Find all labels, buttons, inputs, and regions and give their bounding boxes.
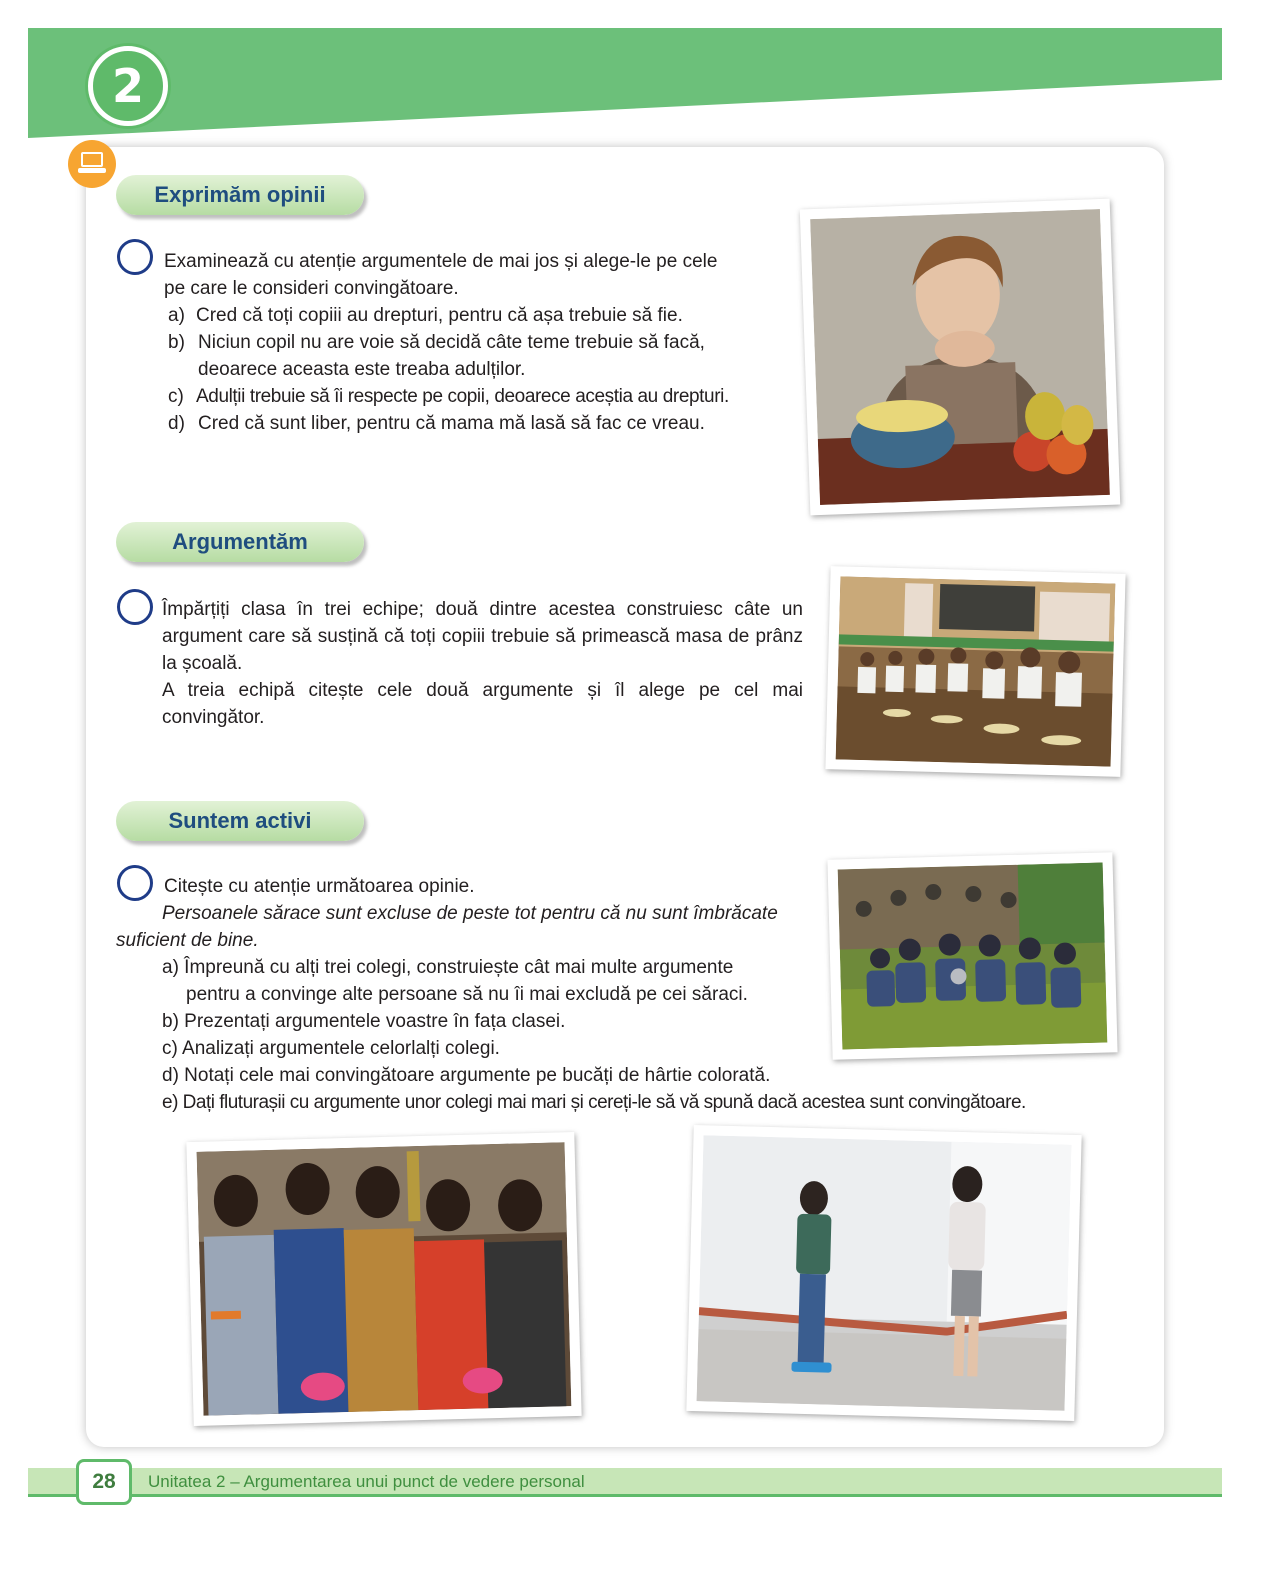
s2-paragraph-1: Împărțiți clasa în trei echipe; două dintre acestea construiesc câte un argument care să susțină că toți copiii trebuie să primească masa de prânz la școală. bbox=[162, 599, 803, 674]
s1-item-d-text: Cred că sunt liber, pentru că mama mă lasă să fac ce vreau. bbox=[198, 413, 705, 434]
s1-item-c-letter: c) bbox=[168, 386, 184, 407]
s3-quote-line-2: suficient de bine. bbox=[116, 930, 259, 951]
unit-number-badge: 2 bbox=[88, 46, 168, 126]
section-title-suntem-activi: Suntem activi bbox=[116, 801, 364, 841]
section-title-argumentam: Argumentăm bbox=[116, 522, 364, 562]
photo-children-outdoors bbox=[827, 852, 1117, 1059]
s1-item-d-letter: d) bbox=[168, 413, 185, 434]
s1-item-a-text: Cred că toți copiii au drepturi, pentru că așa trebuie să fie. bbox=[196, 305, 683, 326]
s2-paragraph-2: A treia echipă citește cele două argumente și îl alege pe cel mai convingător. bbox=[162, 680, 803, 728]
footer-unit-title: Unitatea 2 – Argumentarea unui punct de vedere personal bbox=[148, 1472, 585, 1491]
s3-item-e: e) Dați fluturașii cu argumente unor colegi mai mari și cereți-le să vă spună dacă acestea sunt convingătoare. bbox=[162, 1092, 1026, 1113]
s1-intro-line-2: pe care le consideri convingătoare. bbox=[164, 278, 459, 299]
photo-two-boys bbox=[686, 1125, 1081, 1421]
photo-school-lunch bbox=[825, 566, 1125, 777]
section-title-exprimam-opinii: Exprimăm opinii bbox=[116, 175, 364, 215]
s1-item-b-text-2: deoarece aceasta este treaba adulților. bbox=[198, 359, 526, 380]
s1-item-c-text: Adulții trebuie să îi respecte pe copii, deoarece aceștia au drepturi. bbox=[196, 386, 729, 407]
s1-item-b-text: Niciun copil nu are voie să decidă câte teme trebuie să facă, bbox=[198, 332, 705, 353]
laptop-icon bbox=[68, 140, 116, 188]
s3-item-b: b) Prezentați argumentele voastre în fața clasei. bbox=[162, 1011, 566, 1032]
s3-item-d: d) Notați cele mai convingătoare argumente pe bucăți de hârtie colorată. bbox=[162, 1065, 771, 1086]
s3-item-a-line-2: pentru a convinge alte persoane să nu îi mai excludă pe cei săraci. bbox=[186, 984, 748, 1005]
header-band bbox=[0, 0, 1270, 140]
s3-item-c: c) Analizați argumentele celorlalți colegi. bbox=[162, 1038, 500, 1059]
s1-item-a-letter: a) bbox=[168, 305, 185, 326]
s3-intro: Citește cu atenție următoarea opinie. bbox=[164, 876, 475, 897]
page-number: 28 bbox=[76, 1459, 132, 1505]
s3-quote-line-1: Persoanele sărace sunt excluse de peste tot pentru că nu sunt îmbrăcate bbox=[162, 903, 778, 924]
photo-boy-with-food bbox=[800, 199, 1120, 516]
s1-intro-line-1: Examinează cu atenție argumentele de mai jos și alege-le pe cele bbox=[164, 251, 718, 272]
circle-icon bbox=[117, 239, 153, 275]
s1-item-b-letter: b) bbox=[168, 332, 185, 353]
s3-item-a-line-1: a) Împreună cu alți trei colegi, construiește cât mai multe argumente bbox=[162, 957, 734, 978]
photo-children-group bbox=[186, 1132, 581, 1426]
circle-icon bbox=[117, 865, 153, 901]
circle-icon bbox=[117, 589, 153, 625]
